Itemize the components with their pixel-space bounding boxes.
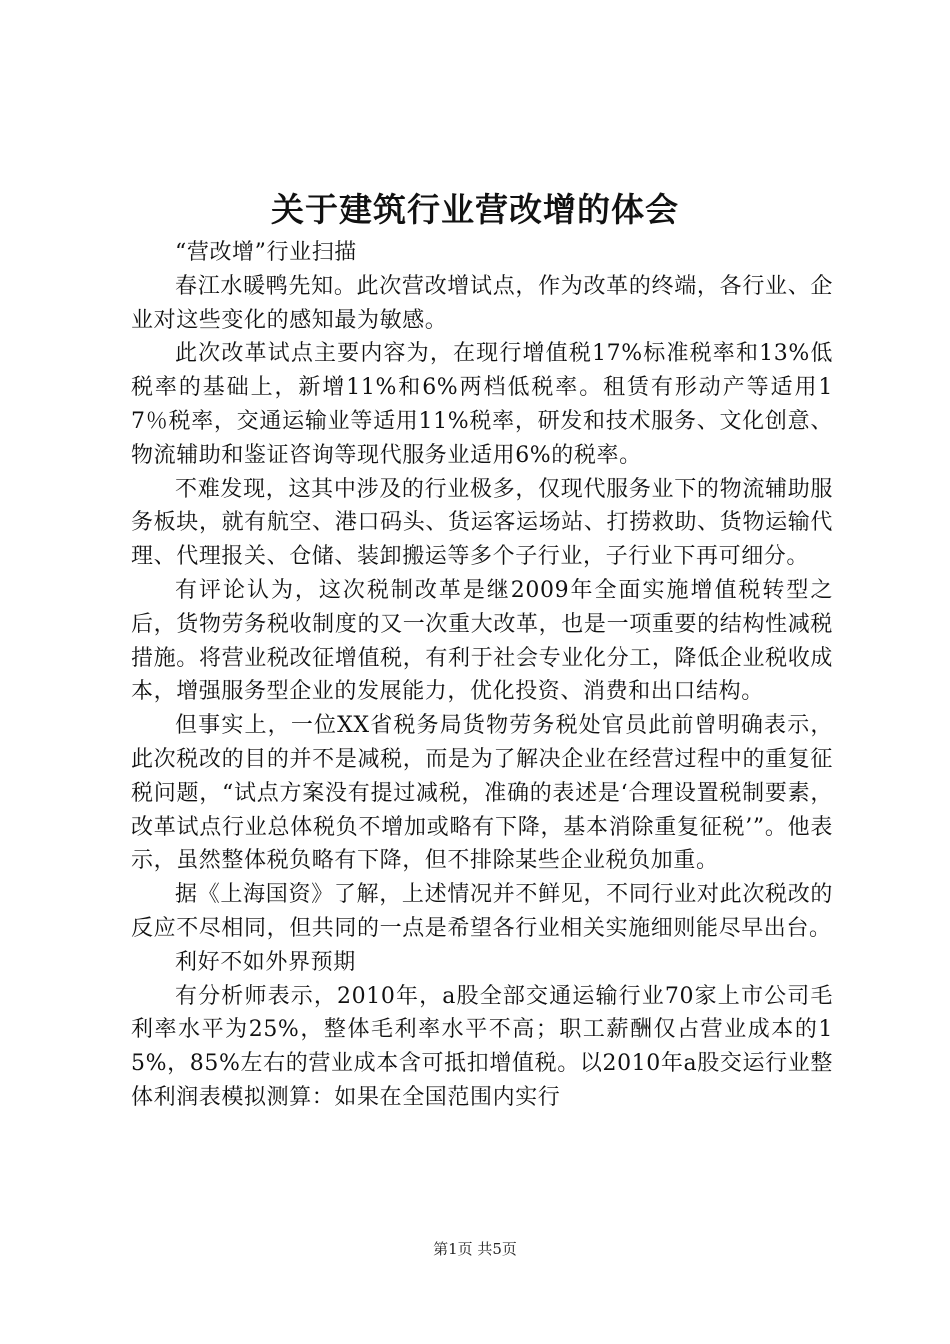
document-body — [131, 236, 833, 1115]
paragraph: 此次改革试点主要内容为，在现行增值税17%标准税率和13%低税率的基础上，新增11%和6%两档低税率。租赁有形动产等适用17％税率，交通运输业等适用11%税率，研发和技术服务、文化创意、物流辅助和鉴证咨询等现代服务业适用6%的税率。 — [131, 341, 833, 468]
section-heading: 利好不如外界预期 — [175, 949, 356, 975]
paragraph: 但事实上，一位XX省税务局货物劳务税处官员此前曾明确表示，此次税改的目的并不是减税，而是为了解决企业在经营过程中的重复征税问题，“试点方案没有提过减税，准确的表述是‘合理设置税制要素，改革试点行业总体税负不增加或略有下降，基本消除重复征税’”。他表示，虽然整体税负略有下降，但不排除某些企业税负加重。 — [131, 713, 833, 874]
document-title: 关于建筑行业营改增的体会 — [271, 190, 679, 229]
paragraph: 春江水暖鸭先知。此次营改增试点，作为改革的终端，各行业、企业对这些变化的感知最为敏感。 — [131, 273, 833, 333]
paragraph: 有评论认为，这次税制改革是继2009年全面实施增值税转型之后，货物劳务税收制度的又一次重大改革，也是一项重要的结构性减税措施。将营业税改征增值税，有利于社会专业化分工，降低企业税收成本，增强服务型企业的发展能力，优化投资、消费和出口结构。 — [131, 577, 833, 705]
page-number-footer: 第1页 共5页 — [433, 1240, 517, 1258]
paragraph: 不难发现，这其中涉及的行业极多，仅现代服务业下的物流辅助服务板块，就有航空、港口码头、货运客运场站、打捞救助、货物运输代理、代理报关、仓储、装卸搬运等多个子行业，子行业下再可细分。 — [131, 476, 833, 570]
section-heading: “营改增”行业扫描 — [175, 240, 357, 265]
paragraph: 有分析师表示，2010年，a股全部交通运输行业70家上市公司毛利率水平为25%，整体毛利率水平不高；职工薪酬仅占营业成本的15%，85%左右的营业成本含可抵扣增值税。以2010年a股交运行业整体利润表模拟测算：如果在全国范围内实行 — [131, 983, 833, 1110]
paragraph: 据《上海国资》了解，上述情况并不鲜见，不同行业对此次税改的反应不尽相同，但共同的一点是希望各行业相关实施细则能尽早出台。 — [131, 882, 833, 941]
